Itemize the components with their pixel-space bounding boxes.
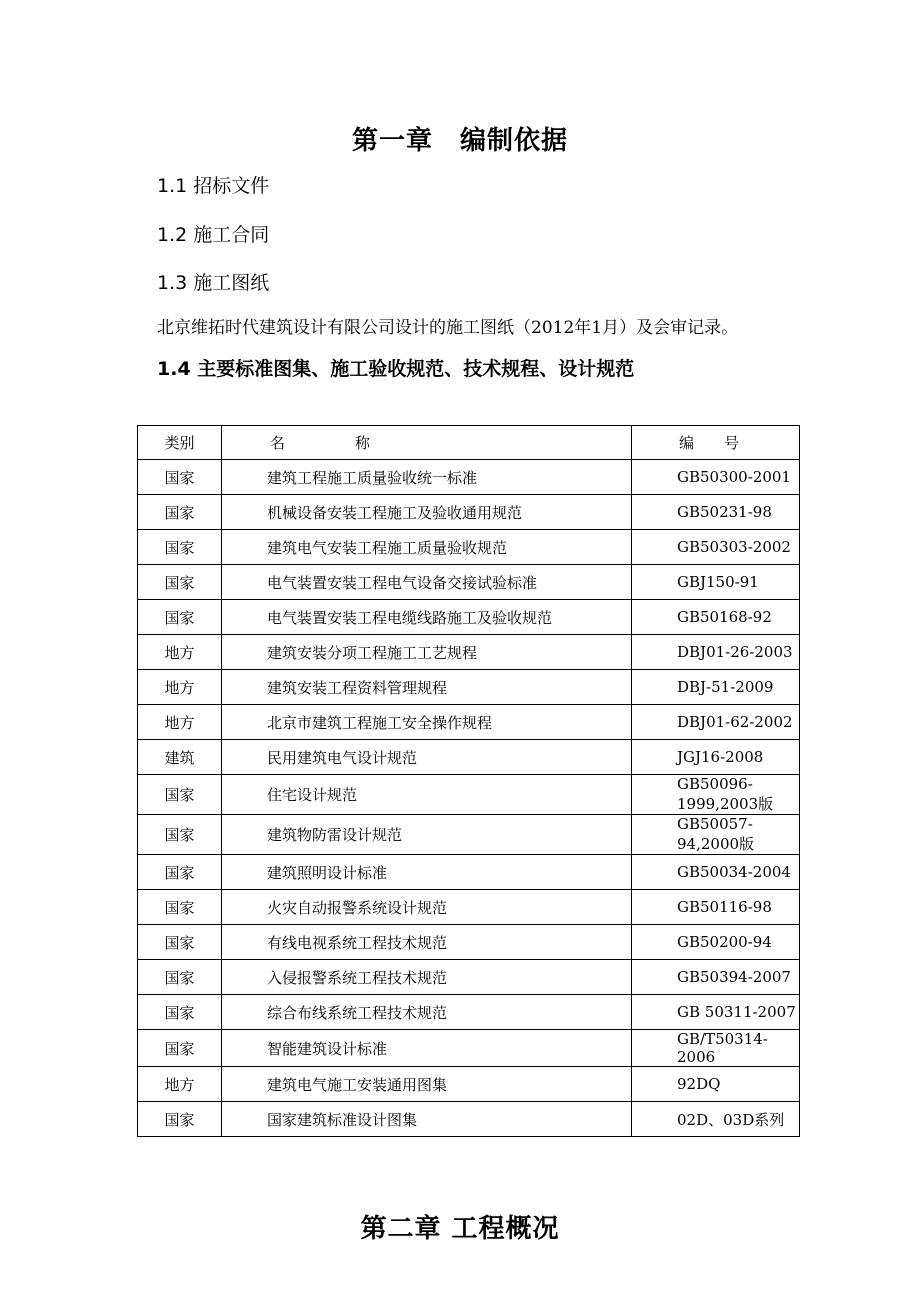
cell-name: 建筑安装工程资料管理规程 xyxy=(222,670,632,705)
cell-code: DBJ01-26-2003 xyxy=(632,635,800,670)
cell-type: 地方 xyxy=(138,635,222,670)
cell-type: 国家 xyxy=(138,995,222,1030)
cell-name: 有线电视系统工程技术规范 xyxy=(222,925,632,960)
table-row xyxy=(138,925,800,960)
header-type: 类别 xyxy=(138,426,222,460)
cell-code: GB50057-94,2000版 xyxy=(632,815,800,855)
table-row xyxy=(138,1102,800,1137)
cell-name: 国家建筑标准设计图集 xyxy=(222,1102,632,1137)
table-row xyxy=(138,775,800,815)
cell-type: 国家 xyxy=(138,460,222,495)
cell-name: 建筑工程施工质量验收统一标准 xyxy=(222,460,632,495)
table-row xyxy=(138,670,800,705)
cell-name: 综合布线系统工程技术规范 xyxy=(222,995,632,1030)
cell-type: 国家 xyxy=(138,775,222,815)
table-row xyxy=(138,705,800,740)
cell-name: 建筑电气安装工程施工质量验收规范 xyxy=(222,530,632,565)
table-row xyxy=(138,995,800,1030)
cell-type: 国家 xyxy=(138,530,222,565)
table-row xyxy=(138,495,800,530)
section-1-1-heading: 1.1 招标文件 xyxy=(157,175,270,197)
cell-type: 国家 xyxy=(138,815,222,855)
cell-name: 入侵报警系统工程技术规范 xyxy=(222,960,632,995)
cell-code: GB50200-94 xyxy=(632,925,800,960)
table-row xyxy=(138,600,800,635)
cell-code: GB50300-2001 xyxy=(632,460,800,495)
cell-code: GB50231-98 xyxy=(632,495,800,530)
section-1-3-text: 北京维拓时代建筑设计有限公司设计的施工图纸（2012年1月）及会审记录。 xyxy=(157,318,739,338)
cell-code: GB50096-1999,2003版 xyxy=(632,775,800,815)
cell-code: GB/T50314-2006 xyxy=(632,1030,800,1067)
cell-code: GB50034-2004 xyxy=(632,855,800,890)
cell-code: JGJ16-2008 xyxy=(632,740,800,775)
cell-code: GB 50311-2007 xyxy=(632,995,800,1030)
cell-code: DBJ-51-2009 xyxy=(632,670,800,705)
cell-name: 智能建筑设计标准 xyxy=(222,1030,632,1067)
table-row xyxy=(138,1067,800,1102)
cell-name: 建筑安装分项工程施工工艺规程 xyxy=(222,635,632,670)
cell-type: 国家 xyxy=(138,600,222,635)
table-row xyxy=(138,460,800,495)
cell-type: 国家 xyxy=(138,890,222,925)
table-row xyxy=(138,960,800,995)
section-1-3-heading: 1.3 施工图纸 xyxy=(157,272,270,294)
section-1-4-heading: 1.4 主要标准图集、施工验收规范、技术规程、设计规范 xyxy=(157,358,635,380)
cell-type: 国家 xyxy=(138,1102,222,1137)
cell-code: GB50116-98 xyxy=(632,890,800,925)
cell-code: 02D、03D系列 xyxy=(632,1102,800,1137)
cell-code: DBJ01-62-2002 xyxy=(632,705,800,740)
chapter-2-title: 第二章 工程概况 xyxy=(360,1214,560,1244)
cell-code: 92DQ xyxy=(632,1067,800,1102)
cell-name: 建筑物防雷设计规范 xyxy=(222,815,632,855)
cell-name: 民用建筑电气设计规范 xyxy=(222,740,632,775)
table-header-row xyxy=(138,426,800,460)
header-name: 名 称 xyxy=(222,426,632,460)
cell-code: GBJ150-91 xyxy=(632,565,800,600)
table-row xyxy=(138,740,800,775)
cell-type: 国家 xyxy=(138,1030,222,1067)
cell-name: 电气装置安装工程电气设备交接试验标准 xyxy=(222,565,632,600)
cell-name: 建筑电气施工安装通用图集 xyxy=(222,1067,632,1102)
cell-type: 地方 xyxy=(138,670,222,705)
cell-type: 建筑 xyxy=(138,740,222,775)
table-row xyxy=(138,1030,800,1067)
cell-name: 机械设备安装工程施工及验收通用规范 xyxy=(222,495,632,530)
table-row xyxy=(138,855,800,890)
cell-name: 火灾自动报警系统设计规范 xyxy=(222,890,632,925)
table-row xyxy=(138,890,800,925)
cell-code: GB50303-2002 xyxy=(632,530,800,565)
cell-code: GB50394-2007 xyxy=(632,960,800,995)
cell-name: 北京市建筑工程施工安全操作规程 xyxy=(222,705,632,740)
chapter-1-title: 第一章 编制依据 xyxy=(351,126,568,156)
cell-type: 地方 xyxy=(138,705,222,740)
table-row xyxy=(138,635,800,670)
cell-code: GB50168-92 xyxy=(632,600,800,635)
cell-type: 国家 xyxy=(138,565,222,600)
standards-table xyxy=(137,425,800,1137)
cell-type: 国家 xyxy=(138,925,222,960)
cell-type: 国家 xyxy=(138,960,222,995)
cell-type: 地方 xyxy=(138,1067,222,1102)
table-row xyxy=(138,530,800,565)
cell-name: 建筑照明设计标准 xyxy=(222,855,632,890)
cell-type: 国家 xyxy=(138,495,222,530)
table-row xyxy=(138,565,800,600)
table-row xyxy=(138,815,800,855)
cell-type: 国家 xyxy=(138,855,222,890)
section-1-2-heading: 1.2 施工合同 xyxy=(157,224,270,246)
header-code: 编 号 xyxy=(632,426,800,460)
cell-name: 电气装置安装工程电缆线路施工及验收规范 xyxy=(222,600,632,635)
cell-name: 住宅设计规范 xyxy=(222,775,632,815)
